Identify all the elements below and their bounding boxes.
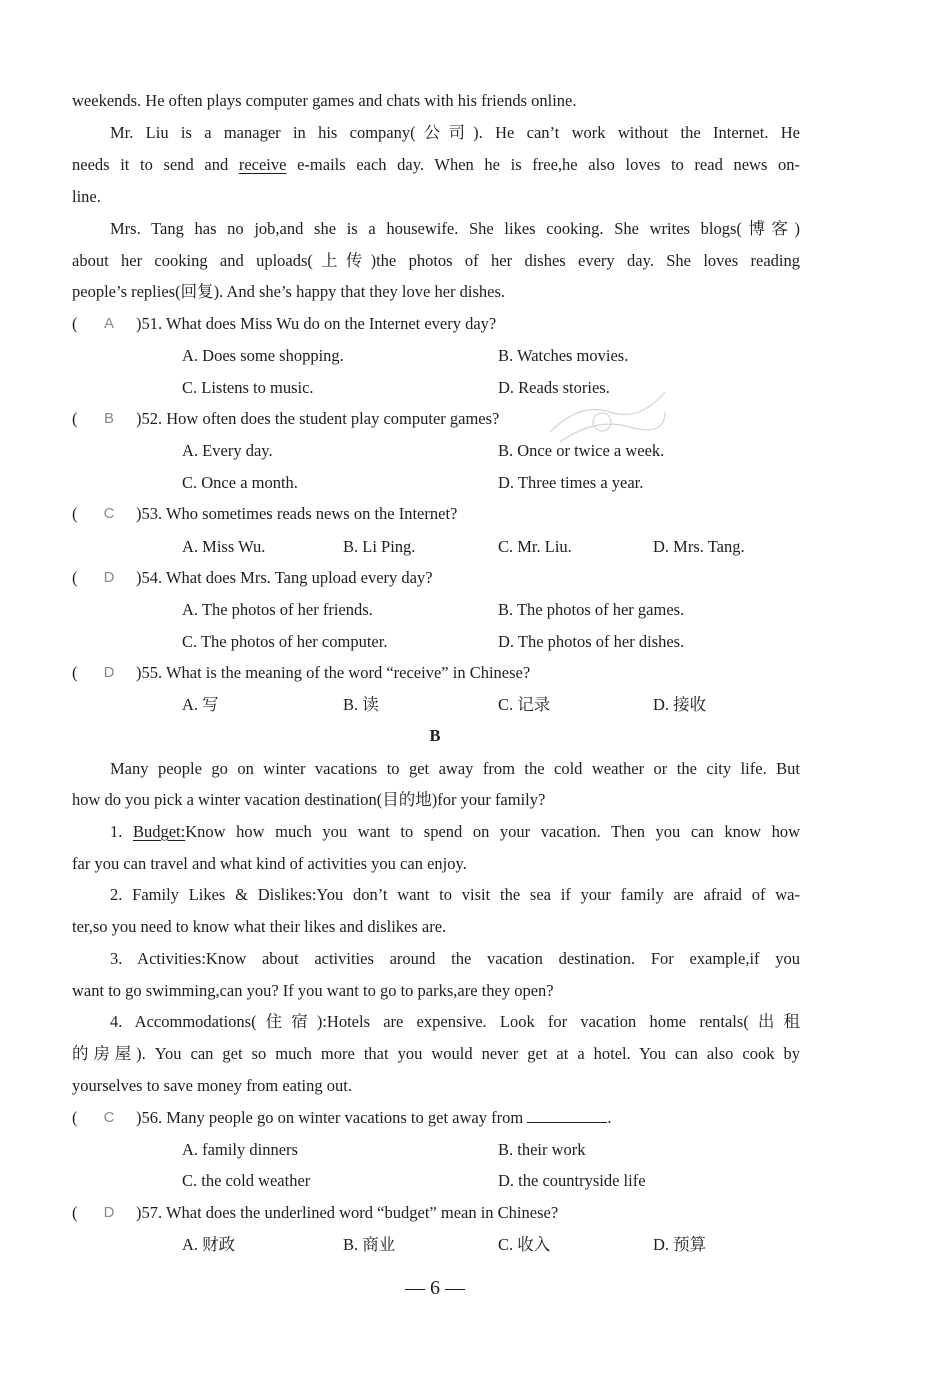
question-51: ( A )51. What does Miss Wu do on the Internet every day?	[72, 314, 497, 333]
question-text: )51. What does Miss Wu do on the Internet every day?	[136, 314, 497, 333]
question-text: )53. Who sometimes reads news on the Internet?	[136, 504, 458, 523]
passage-text: e-mails each day. When he is free,he also loves to read news on-	[297, 155, 801, 174]
passage-line	[72, 154, 800, 176]
option-c: C. the cold weather	[182, 1171, 311, 1190]
passage-line: line.	[72, 187, 101, 206]
passage-line	[110, 821, 800, 843]
question-54: ( D )54. What does Mrs. Tang upload every day?	[72, 568, 433, 587]
option-d: D. Reads stories.	[498, 378, 610, 397]
question-end: .	[607, 1108, 612, 1127]
option-a: A. Every day.	[182, 441, 273, 460]
option-c: C. Mr. Liu.	[498, 537, 572, 556]
answer-mark: B	[103, 410, 114, 427]
answer-mark: A	[103, 315, 114, 332]
option-b: B. 读	[343, 695, 379, 714]
passage-line: ter,so you need to know what their likes and dislikes are.	[72, 917, 447, 936]
option-b: B. 商业	[343, 1235, 396, 1254]
passage-line: people’s replies(回复). And she’s happy that they love her dishes.	[72, 282, 506, 301]
option-a: A. family dinners	[182, 1140, 298, 1159]
option-b: B. Li Ping.	[343, 537, 416, 556]
option-a: A. 写	[182, 695, 219, 714]
option-b: B. their work	[498, 1140, 586, 1159]
passage-line: yourselves to save money from eating out.	[72, 1076, 352, 1095]
page-number: — 6 —	[405, 1277, 465, 1299]
answer-mark: D	[103, 569, 115, 586]
passage-line: Many people go on winter vacations to get away from the cold weather or the city life. But	[110, 759, 800, 778]
passage-text: Know how much you want to spend on your vacation. Then you can know how	[185, 822, 801, 841]
passage-line: 的房屋). You can get so much more that you would never get at a hotel. You can also cook by	[72, 1044, 800, 1063]
passage-line: want to go swimming,can you? If you want to go to parks,are they open?	[72, 981, 554, 1000]
passage-text: needs it to send and	[72, 155, 229, 174]
question-text: )55. What is the meaning of the word “receive” in Chinese?	[136, 663, 531, 682]
option-a: A. Does some shopping.	[182, 346, 344, 365]
option-c: C. 收入	[498, 1235, 551, 1254]
item-number: 1.	[110, 822, 123, 841]
passage-line: weekends. He often plays computer games and chats with his friends online.	[72, 91, 577, 110]
option-d: D. the countryside life	[498, 1171, 646, 1190]
answer-blank	[527, 1108, 607, 1123]
watermark-stamp-icon	[540, 382, 670, 452]
option-d: D. Mrs. Tang.	[653, 537, 745, 556]
passage-line: 3. Activities:Know about activities around the vacation destination. For example,if you	[110, 949, 800, 968]
question-56: ( C )56. Many people go on winter vacations to get away from .	[72, 1108, 612, 1127]
option-c: C. The photos of her computer.	[182, 632, 388, 651]
option-b: B. The photos of her games.	[498, 600, 685, 619]
question-text: )56. Many people go on winter vacations to get away from	[136, 1108, 524, 1127]
question-55: ( D )55. What is the meaning of the word “receive” in Chinese?	[72, 663, 531, 682]
underlined-word-receive: receive	[238, 155, 287, 174]
passage-line: Mr. Liu is a manager in his company(公司). He can’t work without the Internet. He	[110, 123, 800, 142]
answer-mark: C	[103, 505, 115, 522]
underlined-word-budget: Budget:	[132, 822, 186, 841]
answer-mark: D	[103, 1204, 115, 1221]
option-a: A. 财政	[182, 1235, 236, 1254]
passage-line: 2. Family Likes & Dislikes:You don’t want to visit the sea if your family are afraid of wa-	[110, 885, 800, 904]
question-52: ( B )52. How often does the student play computer games?	[72, 409, 500, 428]
option-d: D. The photos of her dishes.	[498, 632, 685, 651]
option-b: B. Watches movies.	[498, 346, 629, 365]
passage-line: far you can travel and what kind of activities you can enjoy.	[72, 854, 467, 873]
option-c: C. 记录	[498, 695, 551, 714]
question-text: )57. What does the underlined word “budget” mean in Chinese?	[136, 1203, 559, 1222]
question-text: )54. What does Mrs. Tang upload every day?	[136, 568, 433, 587]
option-b: B. Once or twice a week.	[498, 441, 665, 460]
passage-line: about her cooking and uploads(上传)the photos of her dishes every day. She loves reading	[72, 251, 800, 270]
question-57: ( D )57. What does the underlined word “budget” mean in Chinese?	[72, 1203, 559, 1222]
passage-line: 4. Accommodations(住宿):Hotels are expensive. Look for vacation home rentals(出租	[110, 1012, 800, 1031]
question-53: ( C )53. Who sometimes reads news on the Internet?	[72, 504, 458, 523]
option-c: C. Listens to music.	[182, 378, 314, 397]
option-a: A. Miss Wu.	[182, 537, 266, 556]
passage-line: how do you pick a winter vacation destination(目的地)for your family?	[72, 790, 546, 809]
option-c: C. Once a month.	[182, 473, 298, 492]
option-a: A. The photos of her friends.	[182, 600, 373, 619]
section-title: B	[429, 726, 441, 745]
passage-line: Mrs. Tang has no job,and she is a housewife. She likes cooking. She writes blogs(博客)	[110, 219, 800, 238]
answer-mark: C	[103, 1109, 115, 1126]
option-d: D. Three times a year.	[498, 473, 644, 492]
question-text: )52. How often does the student play computer games?	[136, 409, 500, 428]
answer-mark: D	[103, 664, 115, 681]
option-d: D. 接收	[653, 695, 707, 714]
option-d: D. 预算	[653, 1235, 707, 1254]
